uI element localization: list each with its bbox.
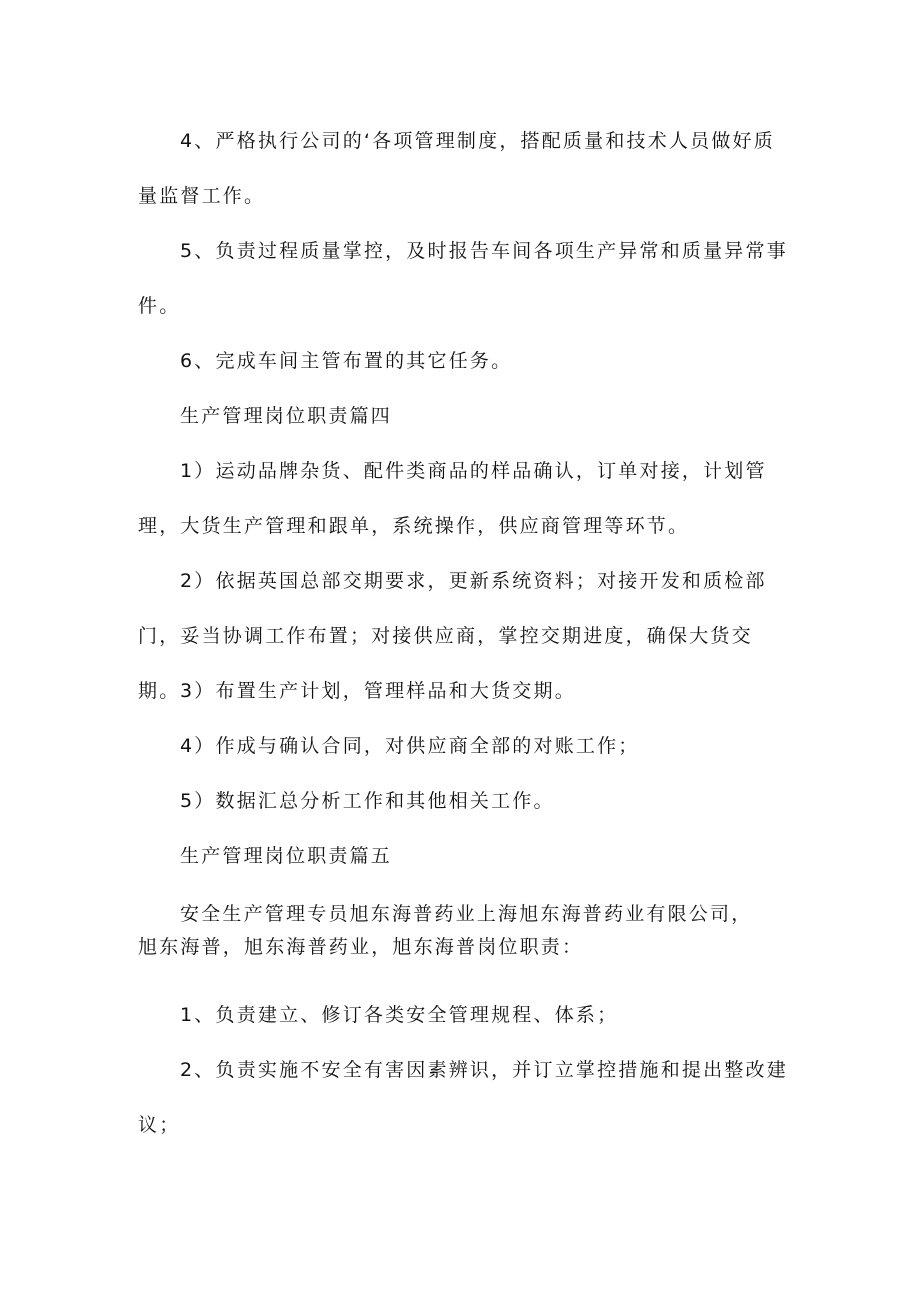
section-heading-part-four: 生产管理岗位职责篇四 (180, 405, 393, 427)
paragraph-item-1-safety-rules: 1、负责建立、修订各类安全管理规程、体系； (180, 1004, 619, 1026)
paragraph-safety-specialist: 安全生产管理专员旭东海普药业上海旭东海普药业有限公司， (180, 903, 753, 925)
paragraph-item-2-delivery-requirements: 2）依据英国总部交期要求，更新系统资料；对接开发和质检部门，妥当协调工作布置；对接供应商，掌控交期进度，确保大货交期。 (138, 570, 767, 702)
paragraph-item-4-contracts: 4）作成与确认合同，对供应商全部的对账工作； (180, 735, 640, 757)
paragraph-item-4-quality-supervision: 4、严格执行公司的‘各项管理制度，搭配质量和技术人员做好质量监督工作。 (138, 130, 775, 207)
section-heading-part-five: 生产管理岗位职责篇五 (180, 845, 393, 867)
paragraph-item-5-process-quality: 5、负责过程质量掌控，及时报告车间各项生产异常和质量异常事件。 (138, 240, 788, 317)
paragraph-item-5-data-analysis: 5）数据汇总分析工作和其他相关工作。 (180, 790, 555, 812)
paragraph-item-6-other-tasks: 6、完成车间主管布置的其它任务。 (180, 350, 513, 372)
paragraph-company-names: 旭东海普，旭东海普药业，旭东海普岗位职责： (138, 936, 584, 958)
paragraph-item-1-sample-confirmation: 1）运动品牌杂货、配件类商品的样品确认，订单对接，计划管理，大货生产管理和跟单，系统操作，供应商管理等环节。 (138, 460, 767, 537)
paragraph-item-2-hazard-identification: 2、负责实施不安全有害因素辨识，并订立掌控措施和提出整改建议； (138, 1059, 788, 1136)
paragraph-item-3-production-plan: 3）布置生产计划，管理样品和大货交期。 (180, 680, 576, 702)
